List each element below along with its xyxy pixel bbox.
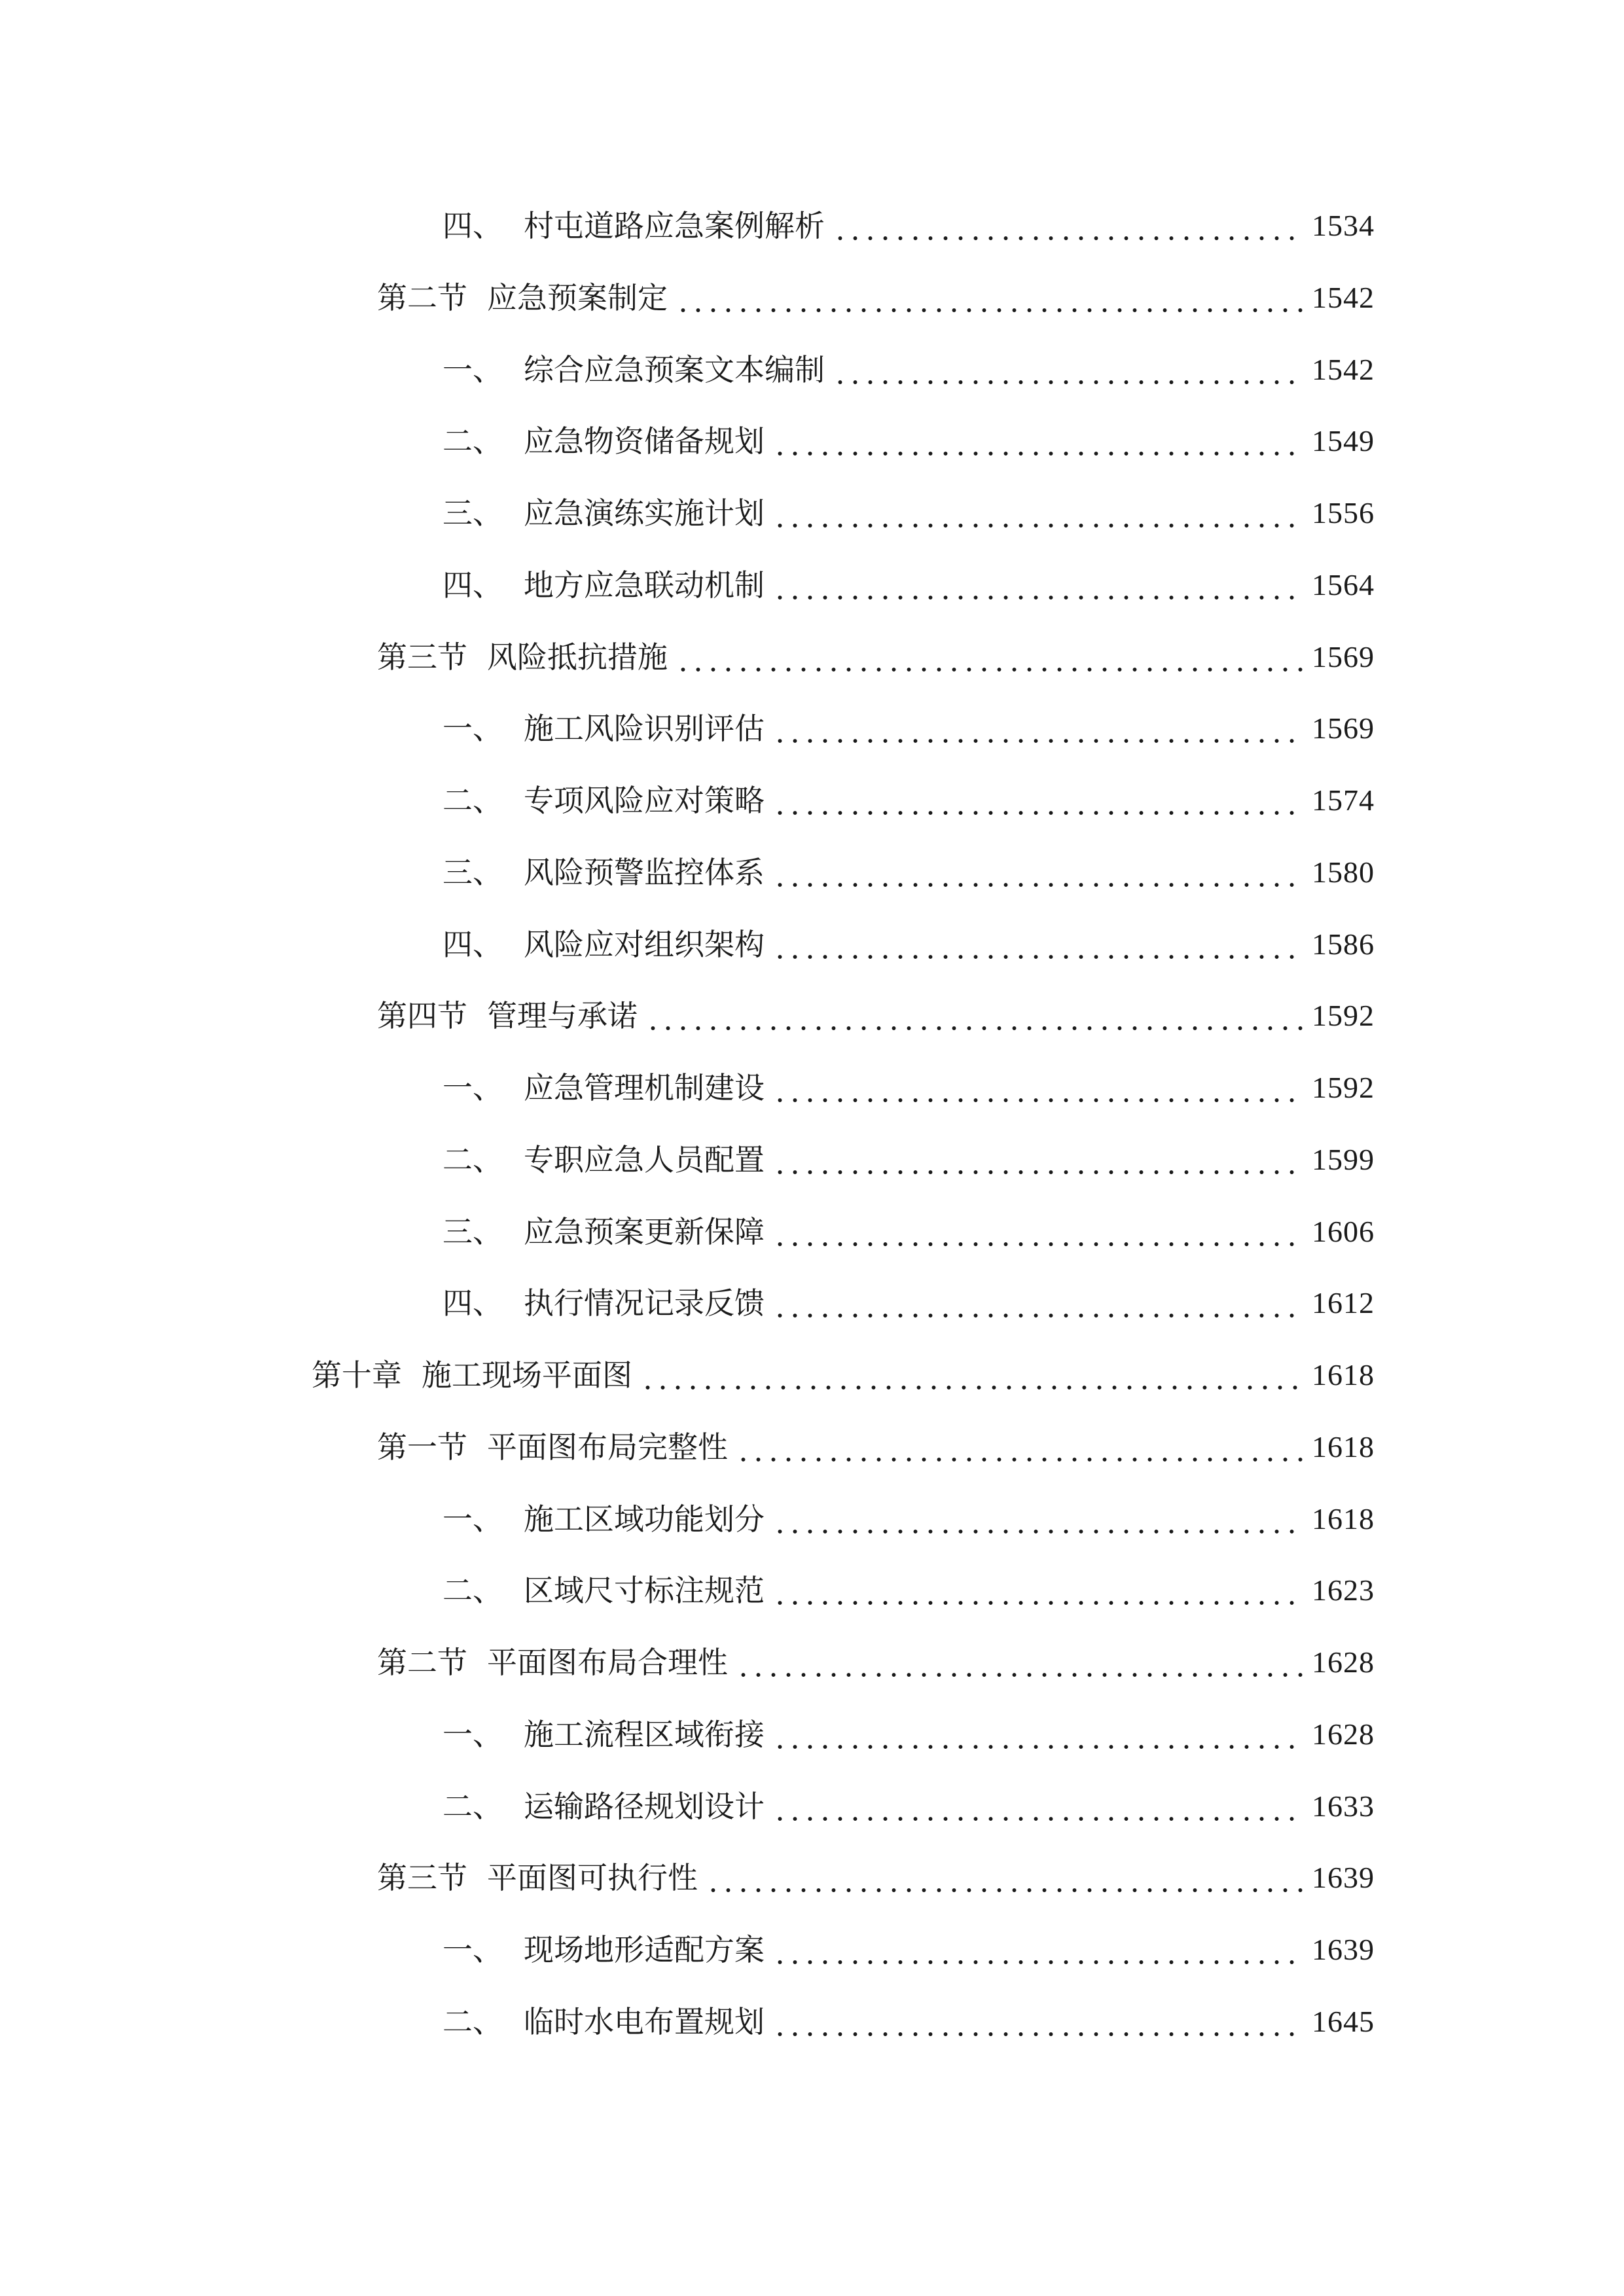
entry-number: 二、 bbox=[442, 1573, 503, 1608]
entry-page-number: 1556 bbox=[1312, 496, 1375, 529]
toc-entry[interactable] bbox=[442, 200, 1375, 252]
entry-title: 专职应急人员配置 bbox=[524, 1142, 765, 1177]
dot-leader bbox=[772, 415, 1303, 467]
entry-page-number: 1623 bbox=[1312, 1573, 1375, 1607]
entry-page-number: 1639 bbox=[1312, 1933, 1375, 1966]
entry-page-number: 1569 bbox=[1312, 711, 1375, 745]
entry-number: 四、 bbox=[442, 927, 503, 962]
entry-title: 平面图可执行性 bbox=[487, 1860, 698, 1895]
toc-entry[interactable] bbox=[442, 846, 1375, 899]
dot-leader bbox=[772, 1564, 1303, 1617]
entry-page-number: 1549 bbox=[1312, 424, 1375, 457]
entry-title: 应急预案制定 bbox=[487, 280, 668, 315]
entry-title: 应急演练实施计划 bbox=[524, 495, 765, 531]
entry-section-label: 第一节 bbox=[377, 1429, 467, 1465]
entry-title: 风险抵抗措施 bbox=[487, 639, 668, 675]
toc-entry[interactable] bbox=[377, 272, 1375, 324]
entry-title: 施工现场平面图 bbox=[422, 1357, 632, 1393]
toc-entry[interactable] bbox=[442, 559, 1375, 611]
entry-title: 施工流程区域衔接 bbox=[524, 1717, 765, 1752]
toc-entry[interactable] bbox=[442, 918, 1375, 971]
entry-title: 村屯道路应急案例解析 bbox=[524, 208, 825, 243]
entry-title: 应急预案更新保障 bbox=[524, 1214, 765, 1249]
entry-number: 一、 bbox=[442, 1501, 503, 1537]
toc-entry[interactable] bbox=[312, 1349, 1375, 1401]
dot-leader bbox=[736, 1421, 1303, 1473]
entry-title: 地方应急联动机制 bbox=[524, 567, 765, 603]
entry-title: 风险应对组织架构 bbox=[524, 927, 765, 962]
entry-number: 一、 bbox=[442, 1070, 503, 1105]
entry-section-label: 第四节 bbox=[377, 998, 467, 1033]
toc-entry[interactable] bbox=[377, 1852, 1375, 1904]
dot-leader bbox=[772, 1062, 1303, 1114]
entry-number: 四、 bbox=[442, 208, 503, 243]
entry-page-number: 1645 bbox=[1312, 2005, 1375, 2038]
entry-page-number: 1564 bbox=[1312, 568, 1375, 601]
entry-page-number: 1612 bbox=[1312, 1286, 1375, 1319]
dot-leader bbox=[676, 631, 1303, 683]
dot-leader bbox=[772, 1493, 1303, 1545]
entry-number: 四、 bbox=[442, 1285, 503, 1321]
dot-leader bbox=[833, 344, 1303, 396]
toc-entry[interactable] bbox=[442, 415, 1375, 467]
toc-entry[interactable] bbox=[442, 774, 1375, 827]
entry-title: 运输路径规划设计 bbox=[524, 1789, 765, 1824]
toc-entry[interactable] bbox=[377, 631, 1375, 683]
entry-title: 平面图布局完整性 bbox=[487, 1429, 728, 1465]
entry-section-label: 第三节 bbox=[377, 1860, 467, 1895]
entry-page-number: 1586 bbox=[1312, 927, 1375, 961]
toc-entry[interactable] bbox=[442, 1493, 1375, 1545]
entry-number: 三、 bbox=[442, 855, 503, 890]
entry-section-label: 第二节 bbox=[377, 1645, 467, 1680]
toc-entry[interactable] bbox=[442, 344, 1375, 396]
entry-title: 专项风险应对策略 bbox=[524, 783, 765, 818]
entry-page-number: 1580 bbox=[1312, 855, 1375, 889]
entry-page-number: 1628 bbox=[1312, 1645, 1375, 1679]
entry-title: 区域尺寸标注规范 bbox=[524, 1573, 765, 1608]
toc-entry[interactable] bbox=[377, 990, 1375, 1042]
entry-page-number: 1569 bbox=[1312, 640, 1375, 673]
entry-page-number: 1542 bbox=[1312, 281, 1375, 314]
toc-entry[interactable] bbox=[442, 1277, 1375, 1329]
dot-leader bbox=[772, 1134, 1303, 1186]
entry-title: 现场地形适配方案 bbox=[524, 1932, 765, 1967]
dot-leader bbox=[640, 1349, 1303, 1401]
dot-leader bbox=[772, 1996, 1303, 2048]
entry-page-number: 1534 bbox=[1312, 209, 1375, 242]
entry-title: 临时水电布置规划 bbox=[524, 2004, 765, 2039]
dot-leader bbox=[772, 1924, 1303, 1976]
toc-entry[interactable] bbox=[442, 487, 1375, 539]
entry-title: 应急管理机制建设 bbox=[524, 1070, 765, 1105]
dot-leader bbox=[772, 559, 1303, 611]
dot-leader bbox=[772, 918, 1303, 971]
entry-title: 执行情况记录反馈 bbox=[524, 1285, 765, 1321]
entry-number: 四、 bbox=[442, 567, 503, 603]
entry-number: 三、 bbox=[442, 495, 503, 531]
entry-number: 二、 bbox=[442, 2004, 503, 2039]
entry-number: 二、 bbox=[442, 783, 503, 818]
entry-section-label: 第十章 bbox=[312, 1357, 402, 1393]
entry-page-number: 1618 bbox=[1312, 1430, 1375, 1463]
toc-entry[interactable] bbox=[377, 1636, 1375, 1689]
dot-leader bbox=[706, 1852, 1303, 1904]
dot-leader bbox=[772, 1206, 1303, 1258]
entry-number: 一、 bbox=[442, 1932, 503, 1967]
toc-entry[interactable] bbox=[442, 1564, 1375, 1617]
entry-page-number: 1599 bbox=[1312, 1143, 1375, 1176]
entry-page-number: 1628 bbox=[1312, 1717, 1375, 1751]
toc-entry[interactable] bbox=[442, 1062, 1375, 1114]
dot-leader bbox=[772, 702, 1303, 755]
dot-leader bbox=[772, 1780, 1303, 1833]
toc-entry[interactable] bbox=[442, 1924, 1375, 1976]
entry-title: 风险预警监控体系 bbox=[524, 855, 765, 890]
toc-entry[interactable] bbox=[442, 1708, 1375, 1761]
dot-leader bbox=[736, 1636, 1303, 1689]
entry-page-number: 1618 bbox=[1312, 1502, 1375, 1535]
entry-page-number: 1592 bbox=[1312, 1071, 1375, 1104]
entry-title: 应急物资储备规划 bbox=[524, 423, 765, 459]
dot-leader bbox=[772, 846, 1303, 899]
entry-page-number: 1592 bbox=[1312, 999, 1375, 1032]
toc-entry[interactable] bbox=[442, 702, 1375, 755]
entry-section-label: 第三节 bbox=[377, 639, 467, 675]
dot-leader bbox=[772, 1708, 1303, 1761]
toc-entry[interactable] bbox=[442, 1780, 1375, 1833]
entry-number: 一、 bbox=[442, 711, 503, 746]
dot-leader bbox=[772, 487, 1303, 539]
toc-entry[interactable] bbox=[442, 1206, 1375, 1258]
entry-title: 施工风险识别评估 bbox=[524, 711, 765, 746]
entry-page-number: 1574 bbox=[1312, 783, 1375, 817]
entry-page-number: 1618 bbox=[1312, 1358, 1375, 1391]
entry-title: 管理与承诺 bbox=[487, 998, 638, 1033]
dot-leader bbox=[833, 200, 1303, 252]
toc-entry[interactable] bbox=[442, 1134, 1375, 1186]
dot-leader bbox=[772, 1277, 1303, 1329]
entry-title: 综合应急预案文本编制 bbox=[524, 352, 825, 387]
entry-number: 二、 bbox=[442, 1789, 503, 1824]
entry-section-label: 第二节 bbox=[377, 280, 467, 315]
entry-number: 三、 bbox=[442, 1214, 503, 1249]
dot-leader bbox=[676, 272, 1303, 324]
entry-page-number: 1639 bbox=[1312, 1861, 1375, 1894]
entry-number: 一、 bbox=[442, 1717, 503, 1752]
entry-page-number: 1606 bbox=[1312, 1215, 1375, 1248]
entry-title: 平面图布局合理性 bbox=[487, 1645, 728, 1680]
toc-entry[interactable] bbox=[442, 1996, 1375, 2048]
toc-entry[interactable] bbox=[377, 1421, 1375, 1473]
entry-number: 二、 bbox=[442, 423, 503, 459]
entry-number: 二、 bbox=[442, 1142, 503, 1177]
dot-leader bbox=[645, 990, 1303, 1042]
dot-leader bbox=[772, 774, 1303, 827]
entry-page-number: 1633 bbox=[1312, 1789, 1375, 1823]
entry-page-number: 1542 bbox=[1312, 353, 1375, 386]
entry-title: 施工区域功能划分 bbox=[524, 1501, 765, 1537]
entry-number: 一、 bbox=[442, 352, 503, 387]
